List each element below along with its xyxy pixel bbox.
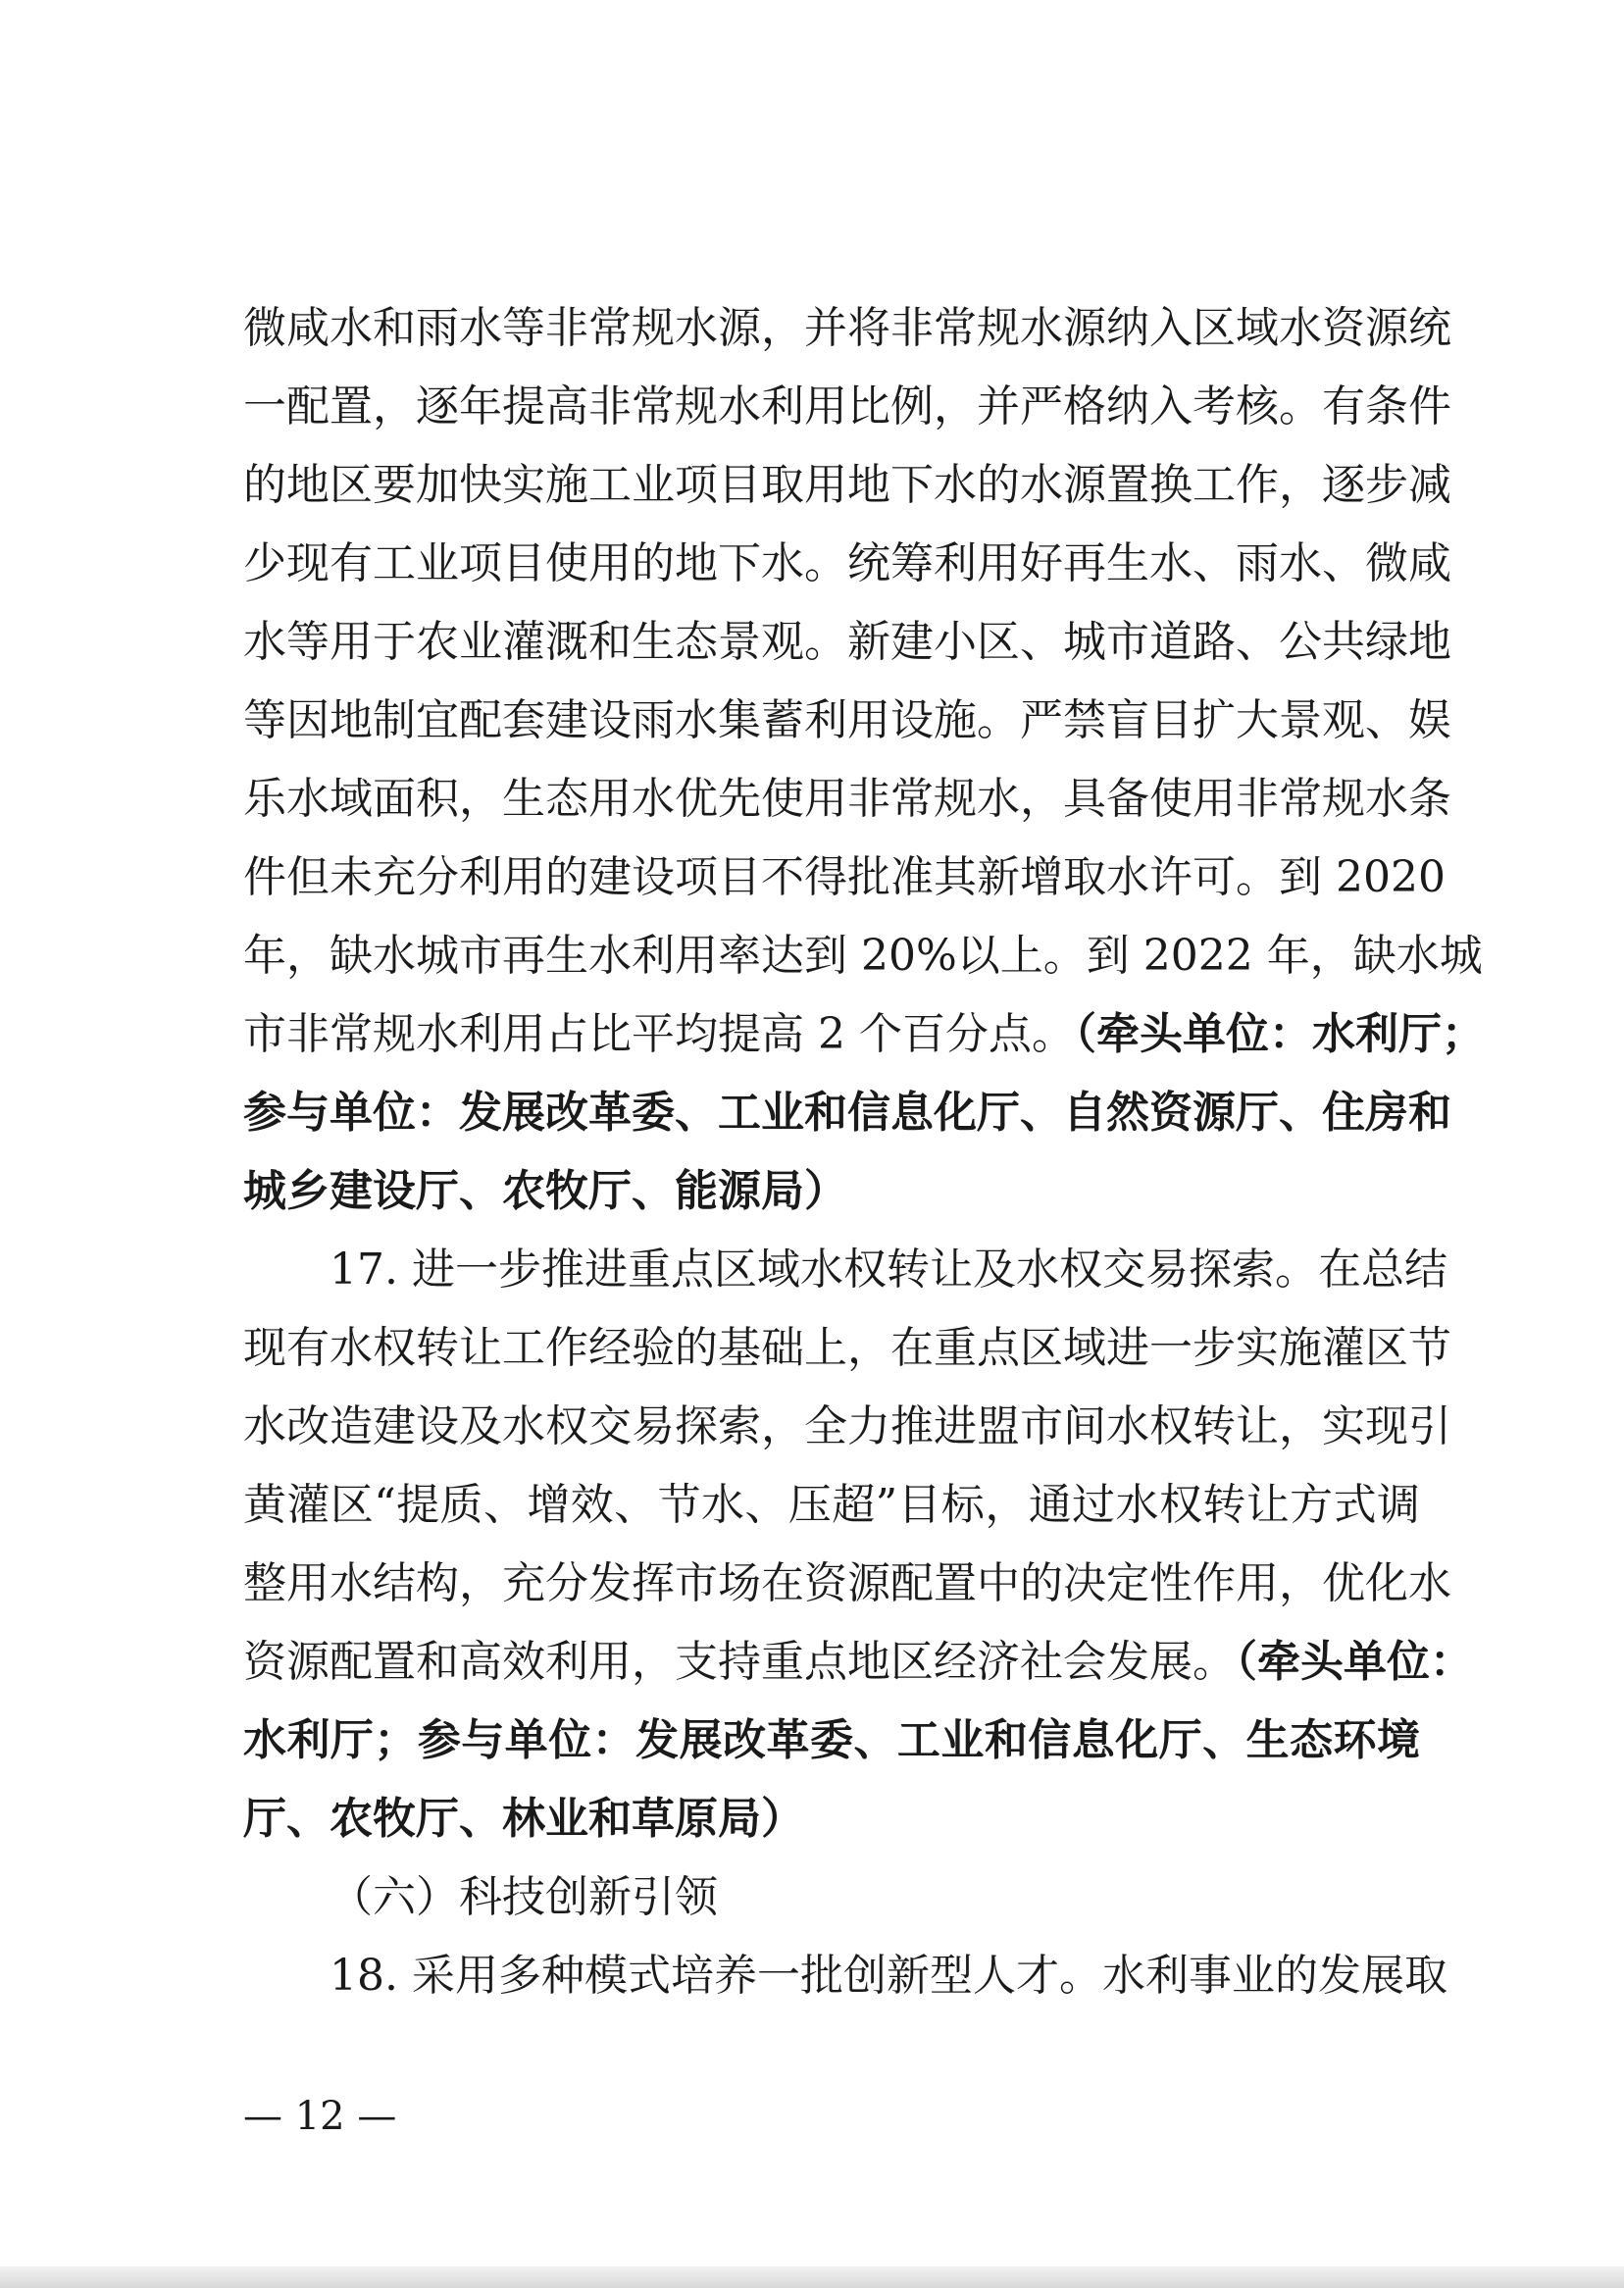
line-text: 乐水域面积，生态用水优先使用非常规水，具备使用非常规水条: [243, 774, 1451, 824]
text-line: [330, 1858, 1420, 1937]
line-text: 微咸水和雨水等非常规水源，并将非常规水源纳入区域水资源统: [243, 303, 1451, 353]
text-line: [243, 1152, 1420, 1231]
line-text: 件但未充分利用的建设项目不得批准其新增取水许可。到 2020: [243, 852, 1446, 902]
line-text: 水改造建设及水权交易探索，全力推进盟市间水权转让，实现引: [243, 1401, 1451, 1451]
line-text: 市非常规水利用占比平均提高 2 个百分点。: [243, 1009, 1075, 1059]
text-line: [243, 1623, 1473, 1702]
text-line: [243, 995, 1485, 1074]
section-heading: （六）科技创新引领: [330, 1872, 718, 1922]
text-line: [243, 1780, 1420, 1858]
text-line: [243, 839, 1446, 917]
line-text: 的地区要加快实施工业项目取用地下水的水源置换工作，逐步减: [243, 460, 1451, 510]
text-line: [243, 1545, 1451, 1623]
page-number: — 12 —: [243, 2094, 397, 2139]
text-line: [243, 1388, 1451, 1466]
text-line: [330, 1231, 1447, 1309]
text-line: [243, 917, 1483, 995]
text-line: [243, 289, 1451, 368]
text-line: [243, 760, 1451, 839]
text-line: [243, 1309, 1451, 1388]
participating-units-text: 水利厅；参与单位：发展改革委、工业和信息化厅、生态环境: [243, 1715, 1420, 1765]
text-line: [243, 1074, 1451, 1152]
participating-units-text: 参与单位：发展改革委、工业和信息化厅、自然资源厅、住房和: [243, 1088, 1451, 1138]
participating-units-text: 厅、农牧厅、林业和草原局）: [243, 1794, 804, 1844]
item-heading-18: 18. 采用多种模式培养一批创新型人才。水利事业的发展取: [330, 1951, 1447, 2001]
line-text: 现有水权转让工作经验的基础上，在重点区域进一步实施灌区节: [243, 1323, 1451, 1373]
line-text: 年，缺水城市再生水利用率达到 20%以上。到 2022 年，缺水城: [243, 931, 1483, 981]
line-text: 少现有工业项目使用的地下水。统筹利用好再生水、雨水、微咸: [243, 538, 1451, 588]
text-line: [243, 525, 1451, 603]
line-text: 黄灌区“提质、增效、节水、压超”目标，通过水权转让方式调: [243, 1480, 1420, 1530]
text-line: [243, 1702, 1420, 1780]
text-line: [243, 603, 1451, 682]
text-line: [243, 368, 1451, 446]
text-line: [243, 1466, 1420, 1545]
participating-units-text: 城乡建设厅、农牧厅、能源局）: [243, 1166, 847, 1216]
line-text: 整用水结构，充分发挥市场在资源配置中的决定性作用，优化水: [243, 1558, 1451, 1608]
line-text: 一配置，逐年提高非常规水利用比例，并严格纳入考核。有条件: [243, 381, 1451, 432]
scan-edge: [0, 2266, 1624, 2288]
text-line: [243, 446, 1451, 525]
line-text: 资源配置和高效利用，支持重点地区经济社会发展。: [243, 1637, 1236, 1687]
line-text: 等因地制宜配套建设雨水集蓄利用设施。严禁盲目扩大景观、娱: [243, 695, 1451, 745]
lead-unit-text: （牵头单位：水利厅；: [1074, 1009, 1485, 1059]
item-heading-17: 17. 进一步推进重点区域水权转让及水权交易探索。在总结: [330, 1245, 1447, 1295]
text-line: [243, 682, 1451, 760]
line-text: 水等用于农业灌溉和生态景观。新建小区、城市道路、公共绿地: [243, 617, 1451, 667]
text-line: [330, 1937, 1447, 2015]
lead-unit-text: （牵头单位：: [1236, 1637, 1473, 1687]
